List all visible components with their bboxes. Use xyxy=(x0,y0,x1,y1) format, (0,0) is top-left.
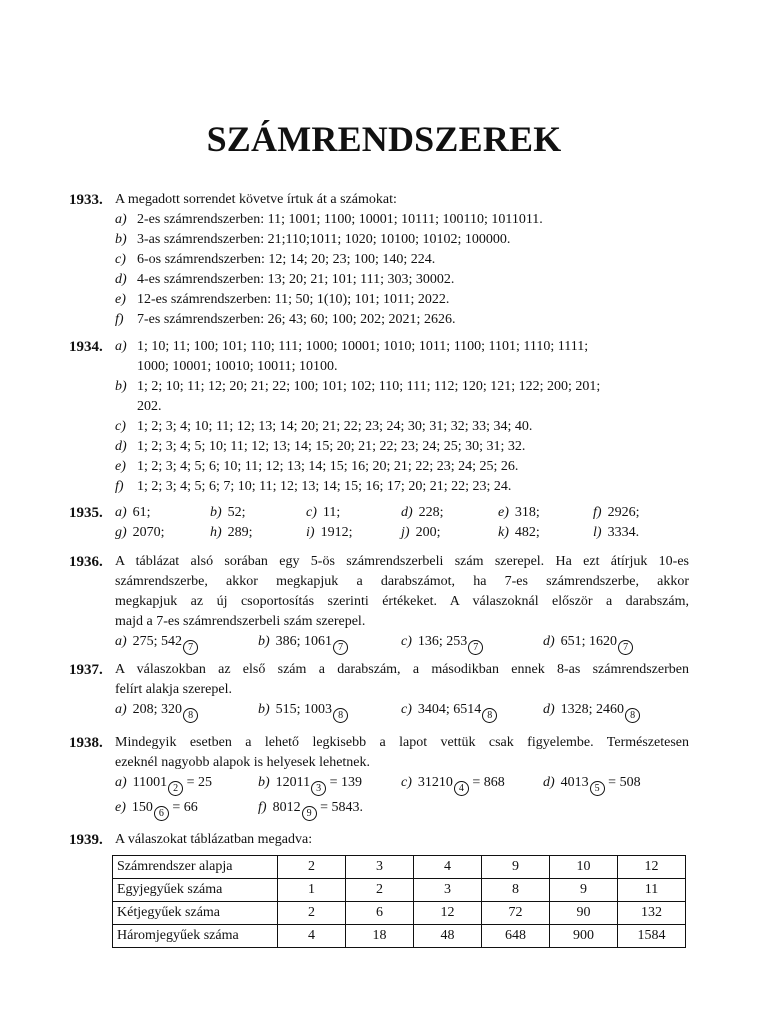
answer-item xyxy=(401,632,483,655)
answer-item xyxy=(115,437,689,457)
table-row xyxy=(113,879,686,902)
answer-value: 31210 xyxy=(417,775,453,790)
answer-value: 200; xyxy=(415,525,441,540)
problem-text xyxy=(115,660,689,700)
problem-text-line: A válaszokban az első szám a darabszám, a másodikban ennek 8-as számrendszerben xyxy=(115,662,689,677)
problem-intro: A válaszokat táblázatban megadva: xyxy=(115,832,313,847)
answer-label: a) xyxy=(115,505,127,520)
table-cell: 648 xyxy=(482,925,550,948)
answer-label: a) xyxy=(115,634,127,649)
answer-label: a) xyxy=(115,702,127,717)
answer-label: d) xyxy=(543,702,555,717)
answer-value: 386; 1061 xyxy=(275,634,333,649)
answer-item xyxy=(593,503,639,523)
answer-label: b) xyxy=(115,379,127,394)
answer-value: 11001 xyxy=(132,775,168,790)
base-circle: 6 xyxy=(154,806,169,821)
table-cell: 2 xyxy=(346,879,414,902)
base-circle: 7 xyxy=(183,640,198,655)
problem-text xyxy=(115,733,689,773)
table-cell: 10 xyxy=(550,856,618,879)
answer-label: f) xyxy=(115,312,124,327)
answer-value: 61; xyxy=(132,505,151,520)
problem-text-line: ezeknél nagyobb alapok is helyesek lehetnek. xyxy=(115,755,371,770)
answer-label: e) xyxy=(498,505,509,520)
answer-label: d) xyxy=(401,505,413,520)
problem-number: 1937. xyxy=(69,662,103,678)
table-cell: 12 xyxy=(618,856,686,879)
answer-item xyxy=(401,503,444,523)
base-circle: 2 xyxy=(168,781,183,796)
answer-value: 1328; 2460 xyxy=(560,702,625,717)
base-circle: 7 xyxy=(333,640,348,655)
problem-number: 1938. xyxy=(69,735,103,751)
answer-text: 4-es számrendszerben: 13; 20; 21; 101; 111; 303; 30002. xyxy=(137,272,455,287)
answer-label: d) xyxy=(543,775,555,790)
answer-value: 651; 1620 xyxy=(560,634,618,649)
answer-label: l) xyxy=(593,525,602,540)
answer-item xyxy=(115,230,689,250)
answer-item xyxy=(115,798,198,821)
answer-item xyxy=(401,523,440,543)
answer-value: 3334. xyxy=(607,525,640,540)
table-cell: 72 xyxy=(482,902,550,925)
answer-label: e) xyxy=(115,800,126,815)
answer-label: d) xyxy=(115,272,127,287)
answer-label: f) xyxy=(115,479,124,494)
answer-item xyxy=(543,632,633,655)
table-cell: 1584 xyxy=(618,925,686,948)
table-row xyxy=(113,925,686,948)
answer-label: a) xyxy=(115,212,127,227)
answer-item xyxy=(543,700,640,723)
table-cell: 6 xyxy=(346,902,414,925)
table-cell: 48 xyxy=(414,925,482,948)
answer-label: i) xyxy=(306,525,315,540)
table-cell: 4 xyxy=(414,856,482,879)
table-row xyxy=(113,856,686,879)
answer-item xyxy=(258,700,348,723)
table-cell: 18 xyxy=(346,925,414,948)
answer-text: 202. xyxy=(137,399,162,414)
answer-label: a) xyxy=(115,775,127,790)
answer-item xyxy=(115,210,689,230)
answer-value: 2926; xyxy=(607,505,640,520)
table-cell: 9 xyxy=(482,856,550,879)
answer-label: a) xyxy=(115,339,127,354)
answer-item xyxy=(258,798,363,821)
answer-text: 6-os számrendszerben: 12; 14; 20; 23; 100; 140; 224. xyxy=(137,252,436,267)
answer-label: f) xyxy=(258,800,267,815)
answer-item xyxy=(115,632,198,655)
problem-text-line: A táblázat alsó sorában egy 5-ös számrendszerbeli szám szerepel. Ha ezt átírjuk 10-es xyxy=(115,554,689,569)
answer-text: 1000; 10001; 10010; 10011; 10100. xyxy=(137,359,338,374)
answer-label: b) xyxy=(258,775,270,790)
answer-item xyxy=(115,477,689,497)
table-cell: 3 xyxy=(346,856,414,879)
base-circle: 3 xyxy=(311,781,326,796)
answer-value: 4013 xyxy=(560,775,589,790)
answer-result: = 25 xyxy=(183,775,213,790)
answer-label: c) xyxy=(401,702,412,717)
answer-text: 1; 2; 3; 4; 5; 6; 7; 10; 11; 12; 13; 14; 15; 16; 17; 20; 21; 22; 23; 24. xyxy=(137,479,512,494)
answer-value: 208; 320 xyxy=(132,702,183,717)
answer-item xyxy=(115,377,689,417)
answer-item xyxy=(258,632,348,655)
table-cell: 4 xyxy=(278,925,346,948)
problem-number: 1933. xyxy=(69,192,103,208)
answer-label: c) xyxy=(115,419,126,434)
problem-text-line: megkapjuk az új csoportosítás szerinti értékeket. A válaszoknál először a darabszám, xyxy=(115,594,689,609)
answer-value: 1912; xyxy=(320,525,353,540)
answer-item xyxy=(306,503,340,523)
table-cell: Számrendszer alapja xyxy=(113,856,278,879)
problem-text-line: Mindegyik esetben a lehető legkisebb a lapot vettük csak figyelembe. Természetesen xyxy=(115,735,689,750)
answer-item xyxy=(498,523,540,543)
answer-value: 12011 xyxy=(275,775,311,790)
answer-item xyxy=(115,503,151,523)
base-circle: 9 xyxy=(302,806,317,821)
answer-result: = 508 xyxy=(604,775,641,790)
table-cell: Háromjegyűek száma xyxy=(113,925,278,948)
answer-value: 3404; 6514 xyxy=(417,702,482,717)
answer-text: 3-as számrendszerben: 21;110;1011; 1020; 10100; 10102; 100000. xyxy=(137,232,511,247)
answer-label: c) xyxy=(401,775,412,790)
answer-label: f) xyxy=(593,505,602,520)
table-cell: 9 xyxy=(550,879,618,902)
answer-item xyxy=(115,270,689,290)
table-cell: Egyjegyűek száma xyxy=(113,879,278,902)
table-cell: Kétjegyűek száma xyxy=(113,902,278,925)
answer-label: g) xyxy=(115,525,127,540)
answer-label: c) xyxy=(115,252,126,267)
answer-item xyxy=(210,523,253,543)
table-cell: 3 xyxy=(414,879,482,902)
answer-item xyxy=(401,773,505,796)
answer-item xyxy=(306,523,352,543)
table-cell: 132 xyxy=(618,902,686,925)
answer-result: = 139 xyxy=(326,775,363,790)
problem-number: 1935. xyxy=(69,505,103,521)
table-row xyxy=(113,902,686,925)
answer-text: 1; 2; 10; 11; 12; 20; 21; 22; 100; 101; 102; 110; 111; 112; 120; 121; 122; 200; 201; xyxy=(137,379,601,394)
table-cell: 2 xyxy=(278,856,346,879)
table-cell: 8 xyxy=(482,879,550,902)
table-cell: 12 xyxy=(414,902,482,925)
answer-item xyxy=(498,503,540,523)
answer-item xyxy=(401,700,497,723)
answer-text: 1; 2; 3; 4; 5; 10; 11; 12; 13; 14; 15; 20; 21; 22; 23; 24; 25; 30; 31; 32. xyxy=(137,439,526,454)
answer-value: 482; xyxy=(514,525,540,540)
answer-value: 228; xyxy=(418,505,444,520)
base-circle: 4 xyxy=(454,781,469,796)
answer-value: 515; 1003 xyxy=(275,702,333,717)
answer-value: 2070; xyxy=(132,525,165,540)
answer-item xyxy=(115,250,689,270)
problem-text xyxy=(115,552,689,632)
answer-item xyxy=(210,503,246,523)
table-cell: 90 xyxy=(550,902,618,925)
answer-text: 1; 2; 3; 4; 10; 11; 12; 13; 14; 20; 21; 22; 23; 24; 30; 31; 32; 33; 34; 40. xyxy=(137,419,533,434)
answer-text: 12-es számrendszerben: 11; 50; 1(10); 101; 1011; 2022. xyxy=(137,292,450,307)
answer-result: = 66 xyxy=(168,800,198,815)
answer-item xyxy=(543,773,641,796)
answer-label: k) xyxy=(498,525,509,540)
answer-value: 275; 542 xyxy=(132,634,183,649)
problem-text-line: felírt alakja szerepel. xyxy=(115,682,232,697)
page-title: SZÁMRENDSZEREK xyxy=(206,119,562,159)
answer-value: 150 xyxy=(131,800,153,815)
answer-label: d) xyxy=(543,634,555,649)
answer-label: e) xyxy=(115,292,126,307)
answer-value: 136; 253 xyxy=(417,634,468,649)
table-cell: 900 xyxy=(550,925,618,948)
answer-label: c) xyxy=(401,634,412,649)
answer-label: j) xyxy=(401,525,410,540)
answer-label: b) xyxy=(210,505,222,520)
answer-text: 1; 2; 3; 4; 5; 6; 10; 11; 12; 13; 14; 15; 16; 20; 21; 22; 23; 24; 25; 26. xyxy=(137,459,519,474)
answer-label: b) xyxy=(258,702,270,717)
answer-item xyxy=(115,700,198,723)
table-cell: 1 xyxy=(278,879,346,902)
table-cell: 11 xyxy=(618,879,686,902)
answer-item xyxy=(115,523,165,543)
answer-value: 318; xyxy=(514,505,540,520)
answer-text: 7-es számrendszerben: 26; 43; 60; 100; 202; 2021; 2626. xyxy=(137,312,456,327)
base-circle: 8 xyxy=(625,708,640,723)
base-circle: 5 xyxy=(590,781,605,796)
answer-label: b) xyxy=(258,634,270,649)
problem-text-line: számrendszerbe, akkor megkapjuk a darabszámot, ha 7-es számrendszerbe, akkor xyxy=(115,574,689,589)
answer-item xyxy=(115,417,689,437)
problem-number: 1939. xyxy=(69,832,103,848)
answer-value: 52; xyxy=(227,505,246,520)
answer-label: b) xyxy=(115,232,127,247)
answer-item xyxy=(115,310,689,330)
answer-item xyxy=(115,773,212,796)
base-circle: 8 xyxy=(333,708,348,723)
answer-label: e) xyxy=(115,459,126,474)
answer-item xyxy=(258,773,362,796)
answer-value: 8012 xyxy=(272,800,301,815)
problem-number: 1936. xyxy=(69,554,103,570)
answer-item xyxy=(115,457,689,477)
answer-item xyxy=(115,290,689,310)
base-circle: 7 xyxy=(618,640,633,655)
base-circle: 7 xyxy=(468,640,483,655)
answer-label: c) xyxy=(306,505,317,520)
base-circle: 8 xyxy=(482,708,497,723)
answer-text: 2-es számrendszerben: 11; 1001; 1100; 10001; 10111; 100110; 1011011. xyxy=(137,212,543,227)
answer-value: 11; xyxy=(322,505,341,520)
answer-value: 289; xyxy=(227,525,253,540)
answer-result: = 5843. xyxy=(316,800,363,815)
answer-result: = 868 xyxy=(468,775,505,790)
problem-text-line: majd a 7-es számrendszerbeli szám szerepel. xyxy=(115,614,366,629)
base-circle: 8 xyxy=(183,708,198,723)
answer-item xyxy=(593,523,639,543)
problem-number: 1934. xyxy=(69,339,103,355)
problem-intro: A megadott sorrendet követve írtuk át a számokat: xyxy=(115,192,397,207)
answer-table xyxy=(112,855,686,948)
answer-item xyxy=(115,337,689,377)
answer-label: h) xyxy=(210,525,222,540)
answer-text: 1; 10; 11; 100; 101; 110; 111; 1000; 10001; 1010; 1011; 1100; 1101; 1110; 1111; xyxy=(137,339,589,354)
answer-label: d) xyxy=(115,439,127,454)
table-cell: 2 xyxy=(278,902,346,925)
